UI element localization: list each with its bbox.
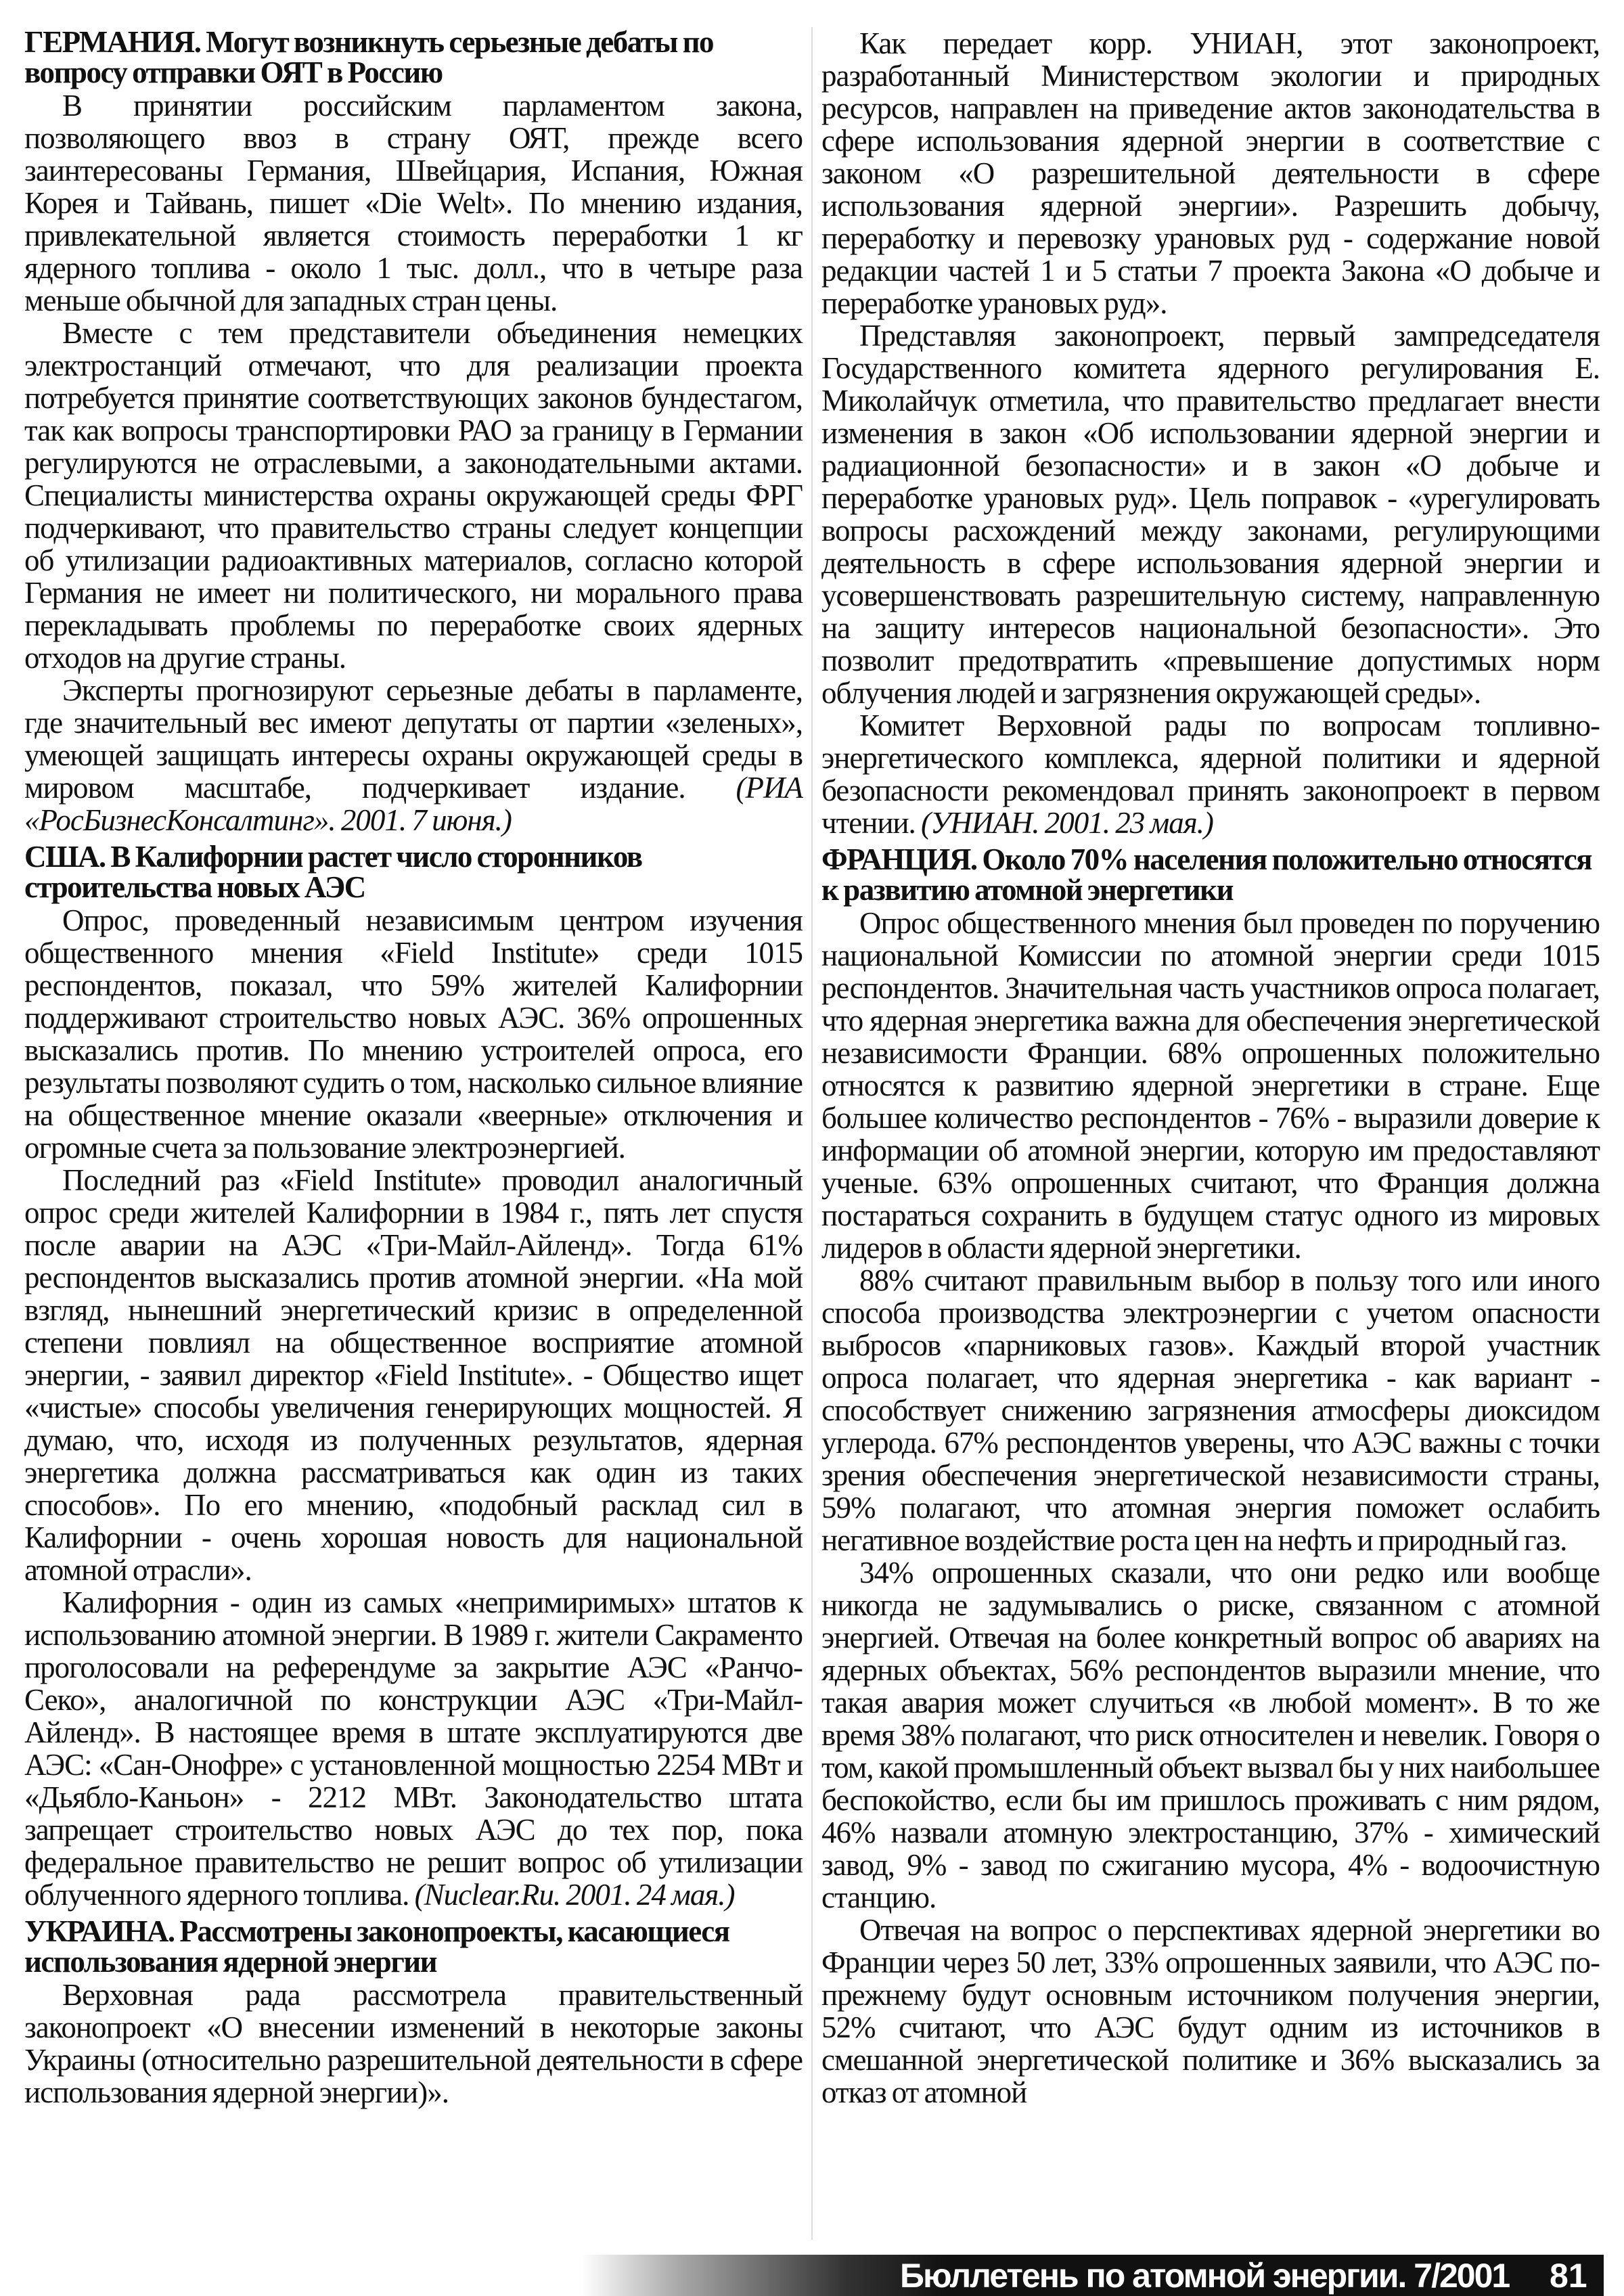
source-citation: (УНИАН. 2001. 23 мая.) — [921, 806, 1213, 840]
paragraph-text: Калифорния - один из самых «непримиримых» штатов к использованию атомной энергии. В 1989 г. жители Сакраменто проголосовали на референдуме за закрытие АЭС «Ранчо-Секо», аналогичной по конструкции АЭС «Три-Майл-Айленд». В настоящее время в штате эксплуатируются две АЭС: «Сан-Онофре» с установленной мощностью 2254 МВт и «Дьябло-Каньон» - 2212 МВт. Законодательство штата запрещает строительство новых АЭС до тех пор, пока федеральное правительство не решит вопрос об утилизации облученного ядерного топлива. — [24, 1585, 803, 1912]
right-column — [821, 27, 1600, 2109]
paragraph: 34% опрошенных сказали, что они редко или вообще никогда не задумывались о риске, связанном с атомной энергией. Отвечая на более конкретный вопрос об авариях на ядерных объектах, 56% респондентов выразили мнение, что такая авария может случиться «в любой момент». В то же время 38% полагают, что риск относителен и невелик. Говоря о том, какой промышленный объект вызвал бы у них наибольшее беспокойство, если бы им пришлось проживать с ним рядом, 46% назвали атомную электростанцию, 37% - химический завод, 9% - завод по сжиганию мусора, 4% - водоочистную станцию. — [821, 1556, 1600, 1914]
page-number: 81 — [1550, 2257, 1587, 2295]
paragraph: Верховная рада рассмотрела правительственный законопроект «О внесении изменений в некоторые законы Украины (относительно разрешительной деятельности в сфере использования ядерной энергии)». — [24, 1978, 803, 2109]
paragraph: Представляя законопроект, первый зампредседателя Государственного комитета ядерного регулирования Е. Миколайчук отметила, что правительство предлагает внести изменения в закон «Об использовании ядерной энергии и радиационной безопасности» и в закон «О добыче и переработке урановых руд». Цель поправок - «урегулировать вопросы расхождений между законами, регулирующими деятельность в сфере использования ядерной энергии и усовершенствовать разрешительную систему, направленную на защиту интересов национальной безопасности». Это позволит предотвратить «превышение допустимых норм облучения людей и загрязнения окружающей среды». — [821, 319, 1600, 710]
paragraph: Вместе с тем представители объединения немецких электростанций отмечают, что для реализации проекта потребуется принятие соответствующих законов бундестагом, так как вопросы транспортировки РАО за границу в Германии регулируются не отраслевыми, а законодательными актами. Специалисты министерства охраны окружающей среды ФРГ подчеркивают, что правительство страны следует концепции об утилизации радиоактивных материалов, согласно которой Германия не имеет ни политического, ни морального права перекладывать проблемы по переработке своих ядерных отходов на другие страны. — [24, 316, 803, 675]
source-citation: (РИА «РосБизнесКонсалтинг». 2001. 7 июня.) — [24, 771, 803, 837]
left-column — [24, 27, 803, 2109]
column-divider — [811, 27, 813, 2240]
paragraph: Опрос общественного мнения был проведен по поручению национальной Комиссии по атомной энергии среди 1015 респондентов. Значительная часть участников опроса полагает, что ядерная энергетика важна для обеспечения энергетической независимости Франции. 68% опрошенных положительно относятся к развитию ядерной энергетики в стране. Еще большее количество респондентов - 76% - выразили доверие к информации об атомной энергии, которую им предоставляют ученые. 63% опрошенных считают, что Франция должна постараться сохранить в будущем статус одного из мировых лидеров в области ядерной энергетики. — [821, 906, 1600, 1265]
paragraph: В принятии российским парламентом закона, позволяющего ввоз в страну ОЯТ, прежде всего заинтересованы Германия, Швейцария, Испания, Южная Корея и Тайвань, пишет «Die Welt». По мнению издания, привлекательной является стоимость переработки 1 кг ядерного топлива - около 1 тыс. долл., что в четыре раза меньше обычной для западных стран цены. — [24, 89, 803, 317]
paragraph: Как передает корр. УНИАН, этот законопроект, разработанный Министерством экологии и природных ресурсов, направлен на приведение актов законодательства в сфере использования ядерной энергии в соответствие с законом «О разрешительной деятельности в сфере использования ядерной энергии». Разрешить добычу, переработку и перевозку урановых руд - содержание новой редакции частей 1 и 5 статьи 7 проекта Закона «О добыче и переработке урановых руд». — [821, 26, 1600, 320]
article-heading-germany: ГЕРМАНИЯ. Могут возникнуть серьезные дебаты по вопросу отправки ОЯТ в Россию — [24, 25, 714, 89]
paragraph: Опрос, проведенный независимым центром изучения общественного мнения «Field Institute» среди 1015 респондентов, показал, что 59% жителей Калифорнии поддерживают строительство новых АЭС. 36% опрошенных высказались против. По мнению устроителей опроса, его результаты позволяют судить о том, насколько сильное влияние на общественное мнение оказали «веерные» отключения и огромные счета за пользование электроэнергией. — [24, 903, 803, 1165]
paragraph: Отвечая на вопрос о перспективах ядерной энергетики во Франции через 50 лет, 33% опрошенных заявили, что АЭС по-прежнему будут основным источником получения энергии, 52% считают, что АЭС будут одним из источников в смешанной энергетической политике и 36% высказались за отказ от атомной — [821, 1913, 1600, 2109]
article-heading-ukraine: УКРАИНА. Рассмотрены законопроекты, касающиеся использования ядерной энергии — [24, 1914, 729, 1979]
footer-publication-title: Бюллетень по атомной энергии. 7/2001 — [900, 2257, 1510, 2295]
paragraph-text: Эксперты прогнозируют серьезные дебаты в парламенте, где значительный вес имеют депутаты от партии «зеленых», умеющей защищать интересы охраны окружающей среды в мировом масштабе, подчеркивает издание. — [24, 673, 803, 805]
article-heading-france: ФРАНЦИЯ. Около 70% населения положительно относятся к развитию атомной энергетики — [821, 842, 1592, 907]
paragraph-text: Комитет Верховной рады по вопросам топливно-энергетического комплекса, ядерной политики и ядерной безопасности рекомендовал принять законопроект в первом чтении. — [821, 708, 1600, 840]
paragraph — [821, 709, 1600, 839]
source-citation: (Nuclear.Ru. 2001. 24 мая.) — [414, 1878, 735, 1912]
paragraph — [24, 1586, 803, 1911]
article-heading-usa: США. В Калифорнии растет число сторонников строительства новых АЭС — [24, 840, 642, 904]
paragraph: Последний раз «Field Institute» проводил аналогичный опрос среди жителей Калифорнии в 1984 г., пять лет спустя после аварии на АЭС «Три-Майл-Айленд». Тогда 61% респондентов высказались против атомной энергии. «На мой взгляд, нынешний энергетический кризис в определенной степени повлиял на общественное восприятие атомной энергии, - заявил директор «Field Institute». - Общество ищет «чистые» способы увеличения генерирующих мощностей. Я думаю, что, исходя из полученных результатов, ядерная энергетика должна рассматриваться как один из таких способов». По его мнению, «подобный расклад сил в Калифорнии - очень хорошая новость для национальной атомной отрасли». — [24, 1163, 803, 1587]
paragraph — [24, 674, 803, 836]
paragraph: 88% считают правильным выбор в пользу того или иного способа производства электроэнергии с учетом опасности выбросов «парниковых газов». Каждый второй участник опроса полагает, что ядерная энергетика - как вариант - способствует снижению загрязнения атмосферы диоксидом углерода. 67% респондентов уверены, что АЭС важны с точки зрения обеспечения энергетической независимости страны, 59% полагают, что атомная энергия поможет ослабить негативное воздействие роста цен на нефть и природный газ. — [821, 1263, 1600, 1557]
